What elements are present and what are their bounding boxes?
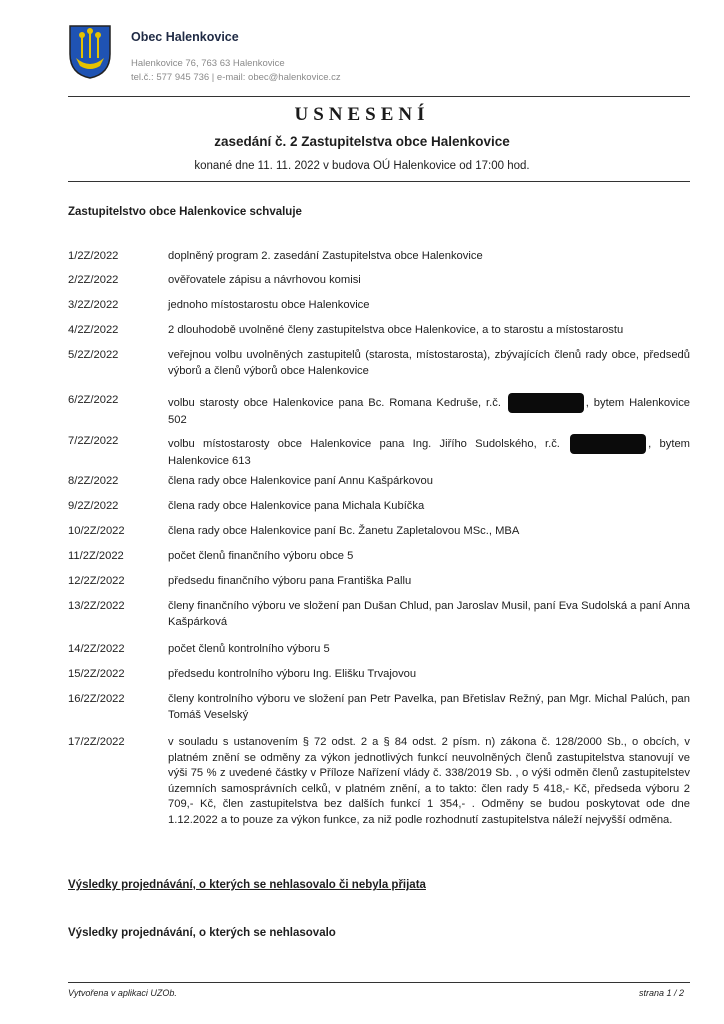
- resolution-text: předsedu finančního výboru pana Františka Pallu: [168, 575, 412, 587]
- resolution-text-part: volbu místostarosty obce Halenkovice pana Ing. Jiřího Sudolského, r.č.: [168, 437, 560, 450]
- resolution-number: 6/2Z/2022: [68, 394, 119, 406]
- resolution-number: 2/2Z/2022: [68, 274, 119, 286]
- resolution-text-part: , bytem Halenkovice 502: [168, 396, 691, 426]
- organization-contact: [131, 57, 341, 85]
- resolution-text: [168, 434, 690, 470]
- resolution-text: předsedu kontrolního výboru Ing. Elišku Trvajovou: [168, 668, 417, 680]
- section-not-adopted-heading: Výsledky projednávání, o kterých se nehlasovalo či nebyla přijata: [68, 879, 426, 891]
- resolution-number: 10/2Z/2022: [68, 525, 125, 537]
- header-divider: [68, 96, 690, 97]
- footer-generator-note: Vytvořena v aplikaci UZOb.: [68, 988, 177, 998]
- resolution-number: 1/2Z/2022: [68, 250, 119, 262]
- footer-divider: [68, 982, 690, 983]
- resolution-number: 13/2Z/2022: [68, 600, 125, 612]
- organization-phone-email: tel.č.: 577 945 736 | e-mail: obec@halenkovice.cz: [131, 72, 341, 83]
- resolution-number: 7/2Z/2022: [68, 435, 119, 447]
- meeting-details: konané dne 11. 11. 2022 v budova OÚ Halenkovice od 17:00 hod.: [194, 160, 530, 172]
- resolution-number: 3/2Z/2022: [68, 299, 119, 311]
- resolution-number: 16/2Z/2022: [68, 693, 125, 705]
- resolution-number: 8/2Z/2022: [68, 475, 119, 487]
- resolution-number: 15/2Z/2022: [68, 668, 125, 680]
- resolution-text: ověřovatele zápisu a návrhovou komisi: [168, 274, 361, 286]
- resolution-number: 9/2Z/2022: [68, 500, 119, 512]
- resolution-text: veřejnou volbu uvolněných zastupitelů (starosta, místostarosta), zbývajících členů rady obce, předsedů výborů a členů výborů obce Halenkovice: [168, 349, 690, 377]
- resolution-text: členy finančního výboru ve složení pan Dušan Chlud, pan Jaroslav Musil, paní Eva Sudolská a paní Anna Kašpárková: [168, 600, 690, 628]
- resolution-number: 5/2Z/2022: [68, 349, 119, 361]
- redaction-bar: [508, 393, 584, 413]
- approval-heading: Zastupitelstvo obce Halenkovice schvaluje: [68, 206, 302, 218]
- resolution-text: počet členů finančního výboru obce 5: [168, 550, 354, 562]
- resolution-text-part: volbu starosty obce Halenkovice pana Bc. Romana Kedruše, r.č.: [168, 396, 501, 409]
- resolution-text: člena rady obce Halenkovice paní Annu Kašpárkovou: [168, 475, 433, 487]
- resolution-text: doplněný program 2. zasedání Zastupitelstva obce Halenkovice: [168, 250, 483, 262]
- resolution-text: [168, 393, 690, 429]
- resolution-text-part: , bytem Halenkovice 613: [168, 437, 691, 467]
- resolution-text: člena rady obce Halenkovice paní Bc. Žanetu Zapletalovou MSc., MBA: [168, 525, 520, 537]
- resolution-number: 17/2Z/2022: [68, 736, 125, 748]
- document-title: USNESENÍ: [294, 104, 430, 125]
- resolution-number: 4/2Z/2022: [68, 324, 119, 336]
- municipal-crest-icon: [68, 24, 112, 80]
- redaction-bar: [570, 434, 646, 454]
- resolution-text: jednoho místostarostu obce Halenkovice: [168, 299, 370, 311]
- resolution-text: člena rady obce Halenkovice pana Michala Kubíčka: [168, 500, 425, 512]
- resolution-number: 11/2Z/2022: [68, 550, 124, 562]
- section-not-voted-heading: Výsledky projednávání, o kterých se nehlasovalo: [68, 927, 336, 939]
- resolution-number: 12/2Z/2022: [68, 575, 125, 587]
- organization-name: Obec Halenkovice: [131, 30, 239, 44]
- resolution-text: členy kontrolního výboru ve složení pan Petr Pavelka, pan Břetislav Režný, pan Mgr. Michal Palúch, pan Tomáš Veselský: [168, 693, 690, 721]
- resolution-text: v souladu s ustanovením § 72 odst. 2 a § 84 odst. 2 písm. n) zákona č. 128/2000 Sb., o obcích, v platném znění se odměny za výkon jednotlivých funkcí neuvolněných členů zastupitelstva stanovují ve výši 75 % z uvedené částky v Příloze Nařízení vlády č. 338/2019 Sb. , o výši odměn členů zastupitelstev územních samosprávních celků, v platném znění, a to takto: člen rady 5 418,- Kč, předseda výboru 2 709,- Kč, člen zastupitelstva bez dalších funkcí 1 354,- . Odměny se budou poskytovat ode dne 1.12.2022 a to pouze za výkon funkce, za niž podle rozhodnutí zastupitelstva náleží nejvyšší odměna.: [168, 736, 690, 826]
- document-subtitle: zasedání č. 2 Zastupitelstva obce Halenkovice: [214, 134, 510, 149]
- title-divider: [68, 181, 690, 182]
- page-number: strana 1 / 2: [638, 988, 684, 998]
- resolution-text: počet členů kontrolního výboru 5: [168, 643, 330, 655]
- resolution-number: 14/2Z/2022: [68, 643, 125, 655]
- resolution-text: 2 dlouhodobě uvolněné členy zastupitelstva obce Halenkovice, a to starostu a místostarostu: [168, 324, 624, 336]
- organization-address: Halenkovice 76, 763 63 Halenkovice: [131, 58, 285, 69]
